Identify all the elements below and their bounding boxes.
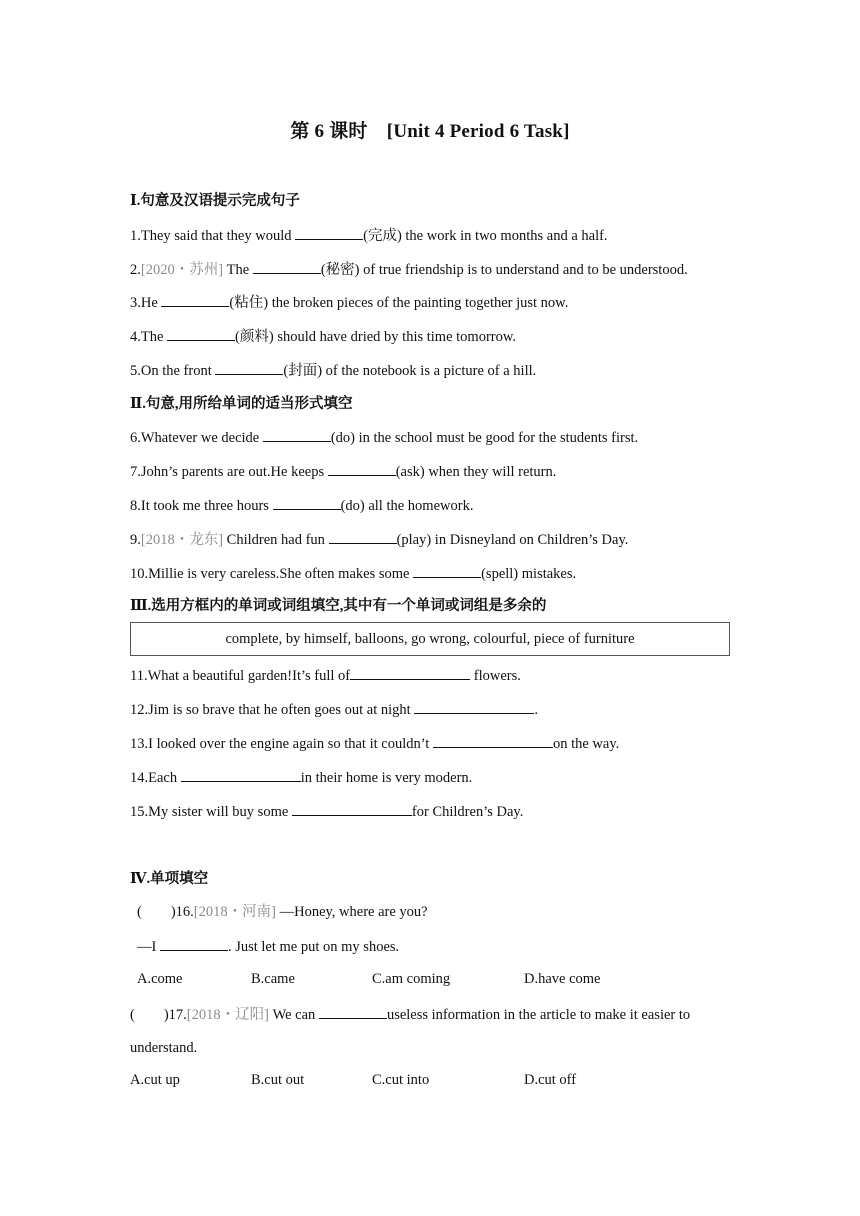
question-14 [130,768,472,787]
section-4-heading: Ⅳ.单项填空 [130,871,209,887]
question-17-text-b: useless information in the article to make it easier to [386,1007,691,1023]
question-17-paren: ( )17. [130,1007,187,1023]
question-10-text-a: 10.Millie is very careless.She often makes some [130,566,414,582]
question-16-source: [2018・河南] [193,904,276,920]
question-12 [130,700,538,719]
question-13 [130,734,619,753]
answer-blank[interactable] [263,428,331,442]
q17-option-d[interactable]: D.cut off [524,1072,577,1088]
question-8-text-b: (do) all the homework. [340,498,474,514]
question-15-text-a: 15.My sister will buy some [130,804,292,820]
q16-option-d[interactable]: D.have come [524,971,601,987]
question-3-text-b: (粘住) the broken pieces of the painting together just now. [229,295,569,311]
question-11-text-b: flowers. [470,668,521,684]
q16-option-c[interactable]: C.am coming [372,971,451,987]
q17-option-a[interactable]: A.cut up [130,1072,180,1088]
question-15 [130,802,523,821]
question-2-text-a: The [223,262,253,278]
question-7-text-a: 7.John’s parents are out.He keeps [130,464,328,480]
question-12-text-a: 12.Jim is so brave that he often goes out at night [130,702,415,718]
question-1-text-b: (完成) the work in two months and a half. [363,228,608,244]
answer-blank[interactable] [319,1005,387,1019]
answer-blank[interactable] [253,260,321,274]
question-2-number: 2. [130,262,141,278]
question-11 [130,666,521,685]
question-2-source: [2020・苏州] [140,262,224,278]
answer-blank[interactable] [350,666,470,680]
question-10-text-b: (spell) mistakes. [481,566,577,582]
answer-blank[interactable] [413,564,481,578]
answer-blank[interactable] [273,496,341,510]
question-6-text-a: 6.Whatever we decide [130,430,263,446]
answer-blank[interactable] [414,700,534,714]
section-3-heading: Ⅲ.选用方框内的单词或词组填空,其中有一个单词或词组是多余的 [130,598,547,614]
question-2-text-b: (秘密) of true friendship is to understand and to be understood. [320,262,688,278]
question-9-number: 9. [130,532,141,548]
answer-blank[interactable] [160,937,228,951]
q16-option-a[interactable]: A.come [137,971,183,987]
question-4-text-a: 4.The [130,329,168,345]
question-9-text-a: Children had fun [223,532,329,548]
answer-blank[interactable] [433,734,553,748]
question-17 [130,1005,690,1024]
question-11-text-a: 11.What a beautiful garden!It’s full of [130,668,351,684]
answer-blank[interactable] [167,327,235,341]
question-7-text-b: (ask) when they will return. [395,464,557,480]
q16-option-b[interactable]: B.came [251,971,295,987]
question-17-continued: understand. [130,1040,198,1056]
section-1-heading: Ⅰ.句意及汉语提示完成句子 [130,193,300,209]
question-2 [130,260,688,279]
answer-blank[interactable] [292,802,412,816]
question-16-paren: ( )16. [137,904,194,920]
question-1-text-a: 1.They said that they would [130,228,296,244]
question-7 [130,462,556,481]
answer-blank[interactable] [329,530,397,544]
question-14-text-b: in their home is very modern. [300,770,473,786]
section-2-heading: Ⅱ.句意,用所给单词的适当形式填空 [130,396,353,412]
question-17-text-a: We can [268,1007,319,1023]
question-16-reply-b: . Just let me put on my shoes. [227,939,400,955]
answer-blank[interactable] [161,293,229,307]
question-9-text-b: (play) in Disneyland on Children’s Day. [396,532,629,548]
question-4 [130,327,516,346]
question-16-reply-a: —I [137,939,160,955]
question-16-stem: —Honey, where are you? [275,904,428,920]
question-8 [130,496,473,515]
question-5 [130,361,536,380]
question-9 [130,530,628,549]
word-box: complete, by himself, balloons, go wrong, colourful, piece of furniture [130,622,730,656]
answer-blank[interactable] [295,226,363,240]
question-5-text-b: (封面) of the notebook is a picture of a hill. [283,363,537,379]
q17-option-b[interactable]: B.cut out [251,1072,305,1088]
question-15-text-b: for Children’s Day. [411,804,524,820]
question-3 [130,293,568,312]
q17-option-c[interactable]: C.cut into [372,1072,430,1088]
question-6-text-b: (do) in the school must be good for the students first. [330,430,639,446]
question-14-text-a: 14.Each [130,770,181,786]
question-5-text-a: 5.On the front [130,363,216,379]
question-1 [130,226,608,245]
answer-blank[interactable] [181,768,301,782]
answer-blank[interactable] [328,462,396,476]
page-title: 第 6 课时 [Unit 4 Period 6 Task] [290,121,570,142]
question-3-text-a: 3.He [130,295,162,311]
question-10 [130,564,576,583]
question-16 [137,903,428,921]
answer-blank[interactable] [215,361,283,375]
question-13-text-a: 13.I looked over the engine again so that it couldn’t [130,736,433,752]
question-12-text-b: . [534,702,538,718]
question-4-text-b: (颜料) should have dried by this time tomorrow. [235,329,517,345]
question-9-source: [2018・龙东] [140,532,224,548]
question-17-source: [2018・辽阳] [186,1007,269,1023]
question-13-text-b: on the way. [552,736,620,752]
question-16-reply [137,937,399,956]
question-6 [130,428,638,447]
question-8-text-a: 8.It took me three hours [130,498,273,514]
